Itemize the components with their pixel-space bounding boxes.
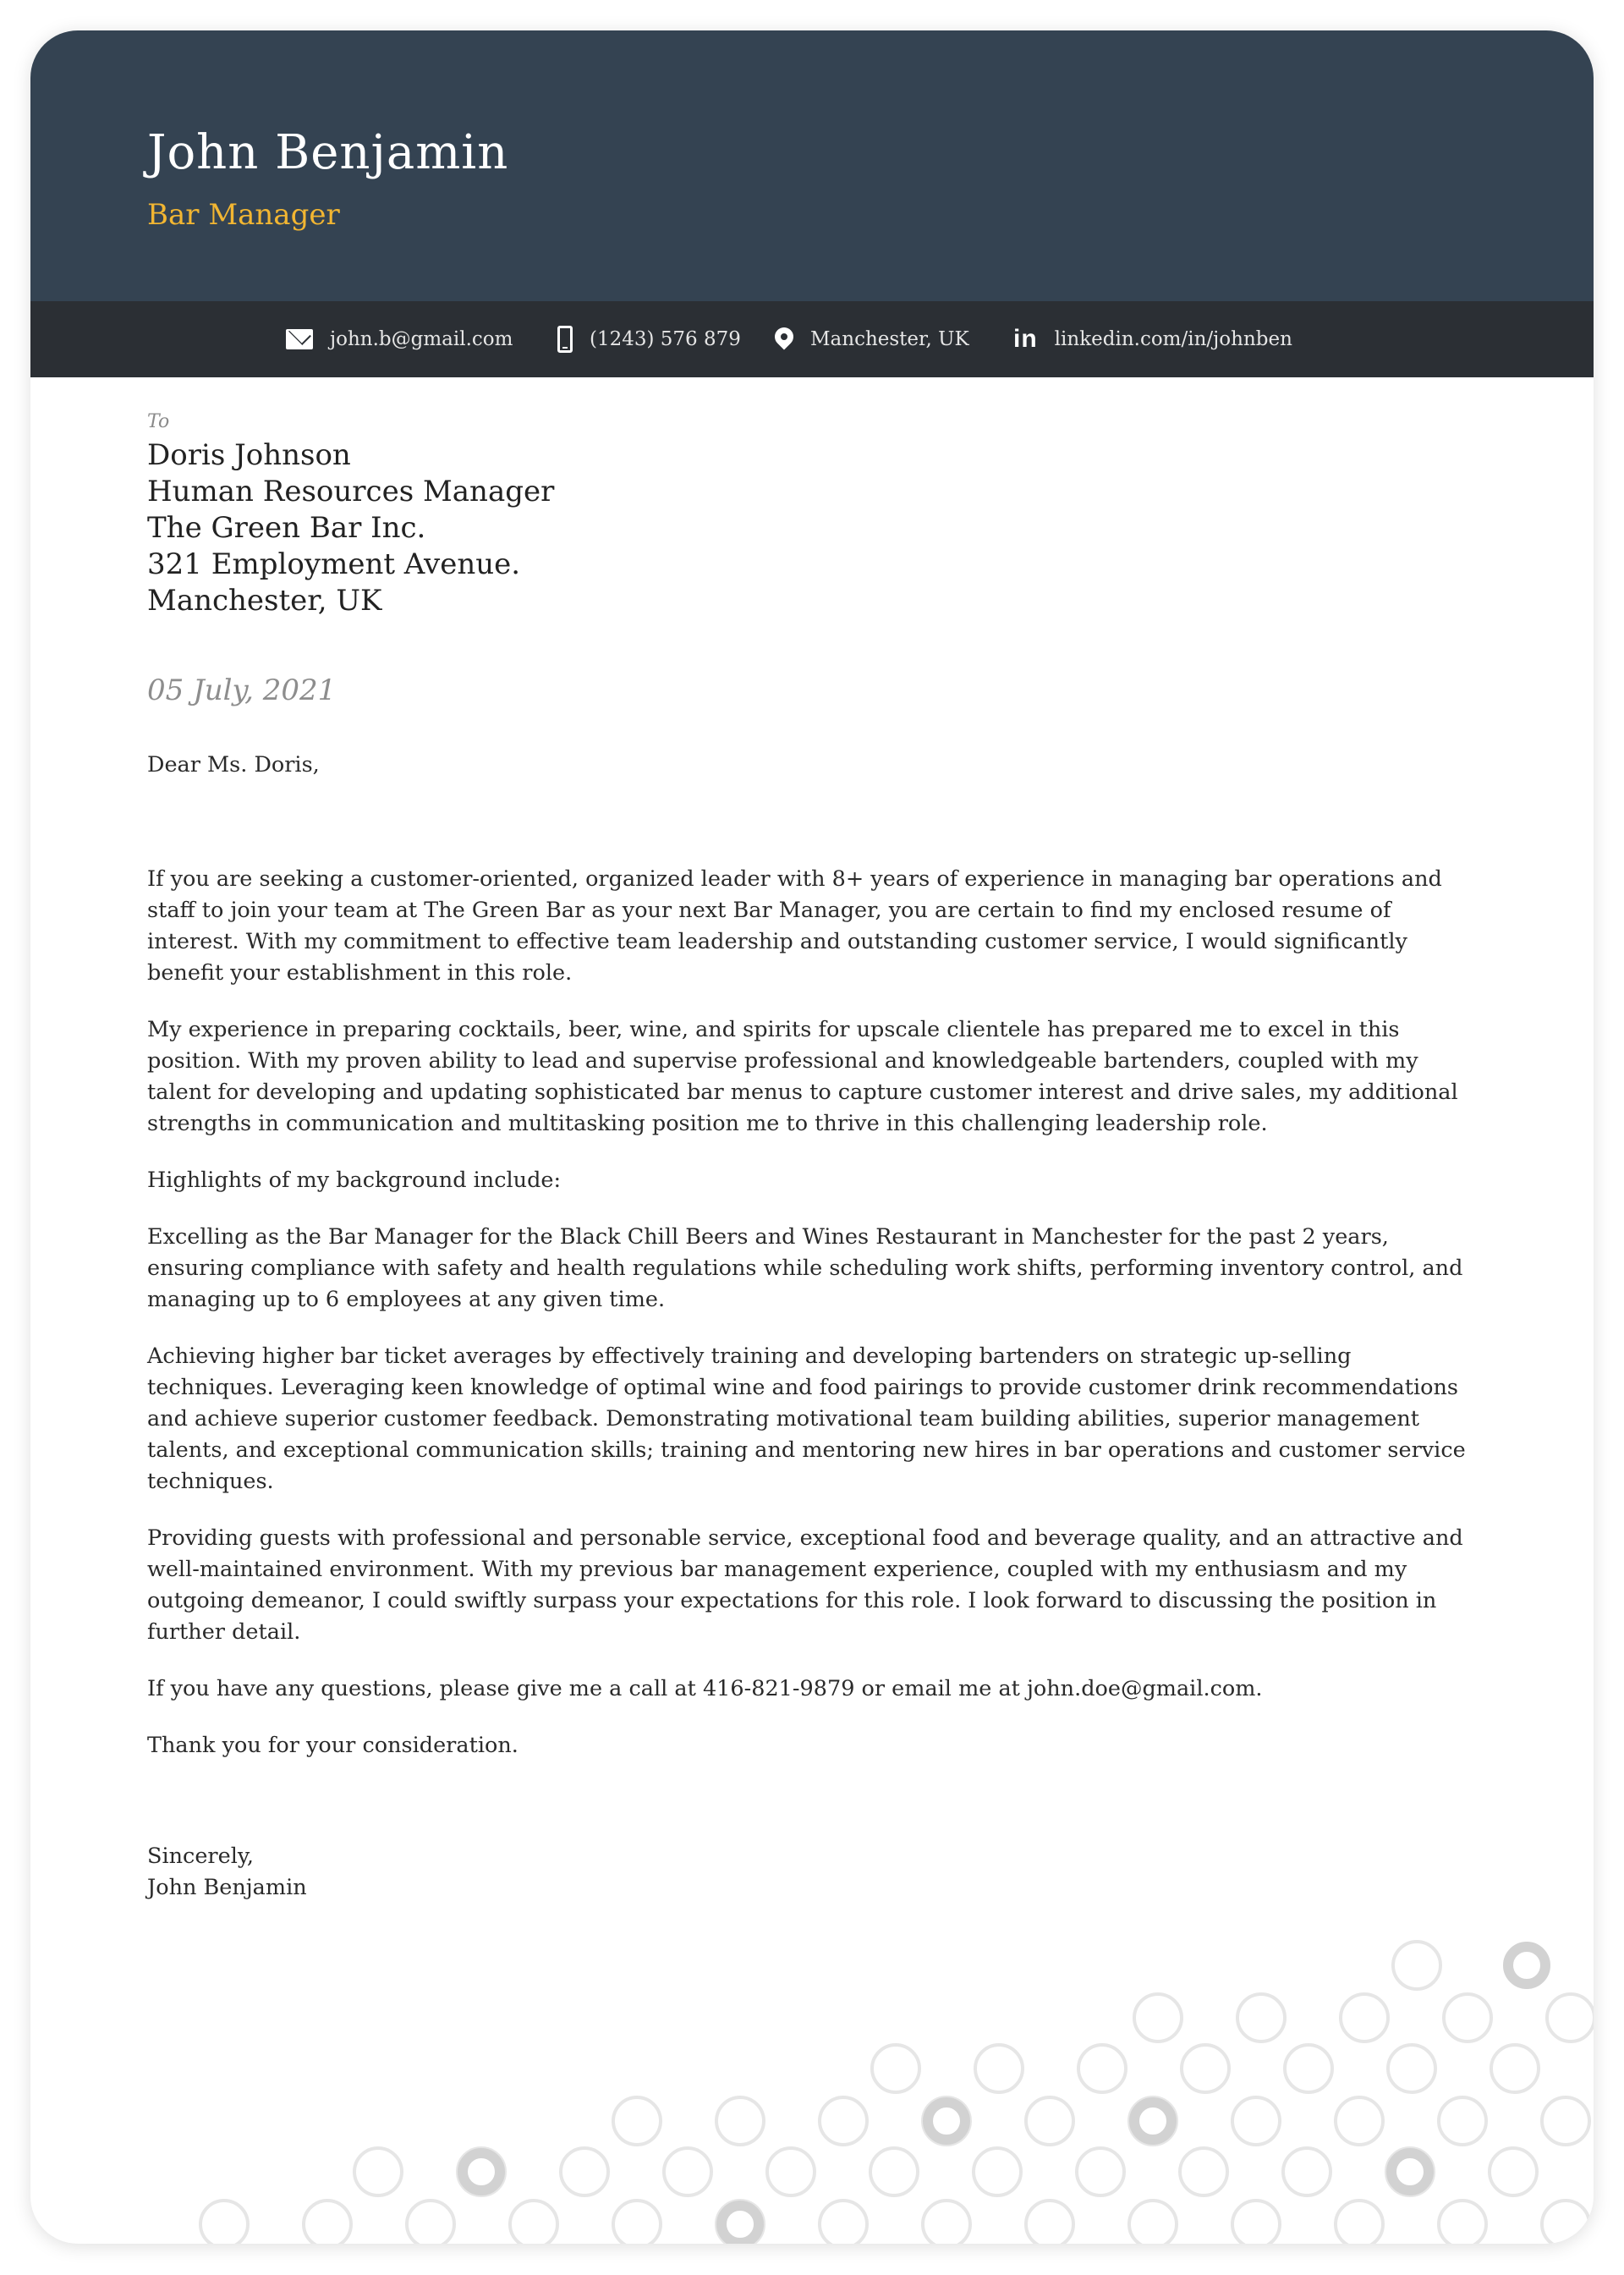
decorative-circle-highlight [463, 2153, 500, 2190]
decorative-circle [1129, 2201, 1177, 2244]
decorative-circle [1182, 2045, 1229, 2092]
decorative-circle [354, 2148, 402, 2195]
recipient-position: Human Resources Manager [147, 475, 555, 508]
applicant-name: John Benjamin [147, 125, 509, 180]
decorative-circle [1388, 2045, 1435, 2092]
decorative-circle [1542, 2201, 1589, 2244]
decorative-circle [1026, 2097, 1073, 2145]
decorative-circle [872, 2045, 919, 2092]
decorative-circle-pattern [30, 30, 1594, 2244]
decorative-circle [820, 2097, 867, 2145]
paragraph-experience: My experience in preparing cocktails, beer, wine, and spirits for upscale clientele has prepared me to excel in this position. With my proven ability to lead and supervise professional and knowledgeable bartenders, coupled with my talent for developing and updating sophisticated bar menus to capture customer interest and drive sales, my additional strengths in communication and multitasking position me to thrive in this challenging leadership role. [147, 1017, 1458, 1136]
decorative-circle-highlight [721, 2206, 759, 2243]
decorative-circle [716, 2097, 764, 2145]
phone-text: (1243) 576 879 [590, 328, 741, 350]
decorative-circle [1283, 2148, 1330, 2195]
paragraph-thanks: Thank you for your consideration. [147, 1733, 518, 1758]
paragraph-highlight-1: Excelling as the Bar Manager for the Black Chill Beers and Wines Restaurant in Manchester for the past 2 years, ensuring compliance with safety and health regulations while scheduling work shifts, performing inventory control, and managing up to 6 employees at any given time. [147, 1224, 1463, 1312]
decorative-circle [1547, 1994, 1594, 2041]
closing: Sincerely, [147, 1844, 254, 1869]
decorative-circle [975, 2045, 1023, 2092]
decorative-circle [1285, 2045, 1332, 2092]
decorative-circle [1542, 2097, 1589, 2145]
decorative-circle [1336, 2201, 1383, 2244]
location-text: Manchester, UK [810, 328, 969, 350]
decorative-circle [1134, 1994, 1182, 2041]
decorative-circle [200, 2201, 248, 2244]
paragraph-highlight-3: Providing guests with professional and personable service, exceptional food and beverage quality, and an attractive and well-maintained environment. With my previous bar management experience, coupled with my enthusiasm and my outgoing demeanor, I could swiftly surpass your expectations for this role. I look forward to discussing the position in further detail. [147, 1525, 1463, 1645]
decorative-circle-highlight [1134, 2102, 1171, 2140]
decorative-circle [1237, 1994, 1285, 2041]
recipient-company: The Green Bar Inc. [147, 511, 426, 545]
to-label: To [147, 411, 170, 432]
decorative-circle [1439, 2201, 1486, 2244]
paragraph-intro: If you are seeking a customer-oriented, organized leader with 8+ years of experience in managing bar operations and staff to join your team at The Green Bar as your next Bar Manager, you are certain to find my enclosed resume of interest. With my commitment to effective team leadership and outstanding customer service, I would significantly benefit your establishment in this role. [147, 866, 1442, 986]
decorative-circle [1077, 2148, 1124, 2195]
recipient-city: Manchester, UK [147, 584, 382, 618]
decorative-circle [664, 2148, 711, 2195]
decorative-circle [304, 2201, 351, 2244]
signature: John Benjamin [147, 1875, 307, 1900]
decorative-circle [974, 2148, 1021, 2195]
decorative-circle-highlight [1391, 2153, 1429, 2190]
decorative-circle [923, 2201, 970, 2244]
paragraph-contact: If you have any questions, please give me a call at 416-821-9879 or email me at john.doe@gmail.com. [147, 1676, 1263, 1701]
decorative-circle [613, 2201, 661, 2244]
decorative-circle [510, 2201, 557, 2244]
decorative-circle [1336, 2097, 1383, 2145]
letter-date: 05 July, 2021 [147, 673, 337, 707]
decorative-circle [870, 2148, 918, 2195]
decorative-circle [1491, 2045, 1539, 2092]
applicant-job-title: Bar Manager [147, 198, 340, 232]
recipient-name: Doris Johnson [147, 438, 351, 472]
decorative-circle [1026, 2201, 1073, 2244]
decorative-circle [1232, 2097, 1280, 2145]
decorative-circle [1444, 1994, 1491, 2041]
decorative-circle [1341, 1994, 1388, 2041]
decorative-circle-highlight [1508, 1947, 1545, 1984]
paragraph-highlight-2: Achieving higher bar ticket averages by effectively training and developing bartenders on strategic up-selling techniques. Leveraging keen knowledge of optimal wine and food pairings to provide customer drink recommendations and achieve superior customer feedback. Demonstrating motivational team building abilities, superior management talents, and exceptional communication skills; training and mentoring new hires in bar operations and customer service techniques. [147, 1344, 1466, 1494]
decorative-circle [1439, 2097, 1486, 2145]
decorative-circle-highlight [928, 2102, 965, 2140]
cover-letter-page [30, 30, 1594, 2244]
decorative-circle [767, 2148, 815, 2195]
recipient-street: 321 Employment Avenue. [147, 547, 521, 581]
linkedin-text: linkedin.com/in/johnben [1054, 328, 1292, 350]
decorative-circle [1078, 2045, 1126, 2092]
decorative-circle [561, 2148, 608, 2195]
greeting: Dear Ms. Doris, [147, 752, 320, 778]
decorative-circle [1393, 1942, 1440, 1989]
paragraph-highlights-heading: Highlights of my background include: [147, 1168, 562, 1193]
decorative-circle [820, 2201, 867, 2244]
decorative-circle [1232, 2201, 1280, 2244]
decorative-circle [1490, 2148, 1537, 2195]
decorative-circle [613, 2097, 661, 2145]
decorative-circle [1180, 2148, 1227, 2195]
email-text: john.b@gmail.com [330, 328, 513, 350]
linkedin-icon: in [1013, 325, 1038, 353]
decorative-circle [407, 2201, 454, 2244]
